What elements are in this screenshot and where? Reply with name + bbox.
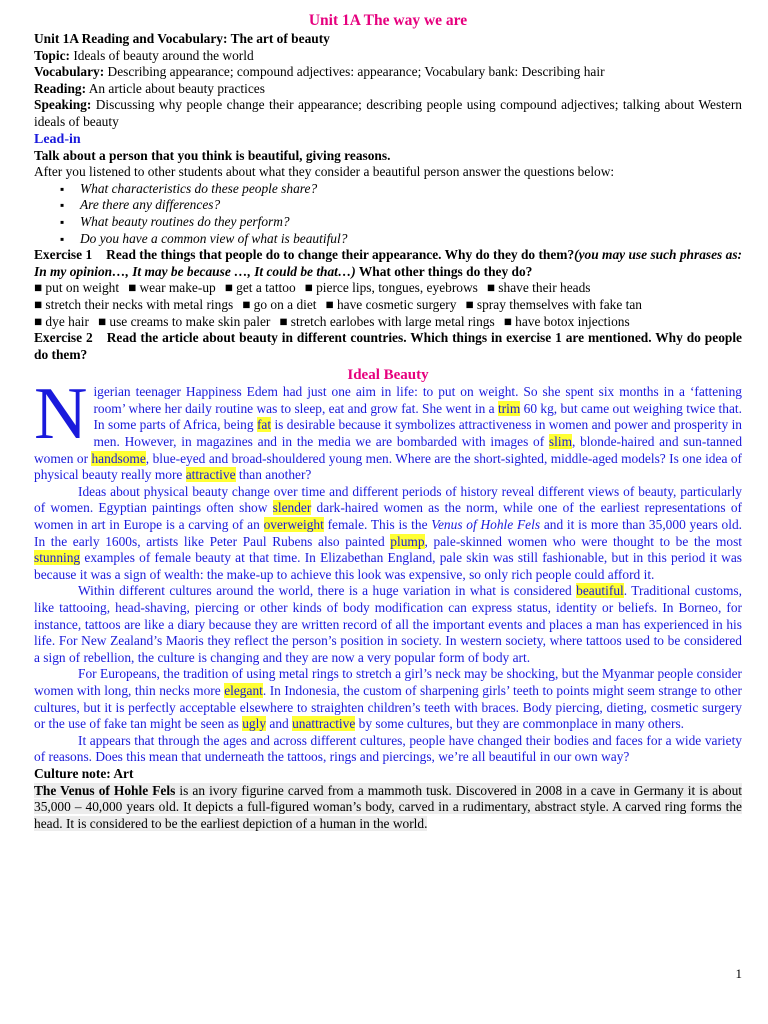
list-item: ■ stretch earlobes with large metal rings (279, 313, 495, 329)
list-item: ▪ What characteristics do these people share? (60, 181, 742, 198)
activity-list (34, 280, 742, 330)
list-item: ▪ What beauty routines do they perform? (60, 214, 742, 231)
list-item: ■ put on weight (34, 280, 120, 296)
meta-topic: Topic: Ideals of beauty around the world (34, 47, 254, 63)
list-item: ■ shave their heads (486, 280, 591, 296)
list-item: ■ stretch their necks with metal rings (34, 296, 234, 312)
activity-row (34, 280, 742, 297)
highlighted-word: unattractive (292, 716, 356, 732)
highlighted-word: slim (548, 434, 572, 450)
activity-row (34, 314, 742, 331)
list-item: ■ spray themselves with fake tan (465, 296, 642, 312)
page-number: 1 (735, 966, 742, 981)
unit-subheading: Unit 1A Reading and Vocabulary: The art of beauty (34, 31, 330, 46)
article-paragraph: Nigerian teenager Happiness Edem had just one aim in life: to put on weight. So she spent six months in a ‘fattening room’ where her daily routine was to sleep, eat and grow fat. She went in a trim 60 kg, but came out weighing twice that. In some parts of Africa, being fat is desirable because it symbolizes attractiveness in women and power and prosperity in men. However, in magazines and in the media we are bombarded with images of slim, blonde-haired and sun-tanned women or handsome, blue-eyed and broad-shouldered young men. Where are the short-sighted, middle-aged models? Is one idea of physical beauty really more attractive than another? (34, 373, 743, 483)
list-item: ■ go on a diet (242, 296, 317, 312)
culture-note-heading: Culture note: Art (34, 765, 134, 781)
exercise-2: Exercise 2 Read the article about beauty in different countries. Which things in exercise 1 are mentioned. Why do people do them? (34, 330, 742, 362)
list-item: ■ have cosmetic surgery (325, 296, 457, 312)
meta-speaking: Speaking: Discussing why people change their appearance; describing people using compound adjectives; talking about Western ideals of beauty (34, 97, 742, 129)
article-paragraph: It appears that through the ages and across different cultures, people have changed their bodies and faces for a wide variety of reasons. Does this mean that underneath the tattoos, rings and piercings, we’re all beautiful in our own way? (34, 732, 742, 765)
highlighted-word: plump (390, 533, 425, 549)
list-item: ■ dye hair (34, 313, 89, 329)
list-item: ■ wear make-up (128, 280, 216, 296)
highlighted-word: elegant (224, 682, 263, 698)
highlighted-word: stunning (34, 550, 81, 566)
exercise-1: Exercise 1 Read the things that people do to change their appearance. Why do they do them?(you may use such phrases as: In my opinion…, It may be because …, It could be that…) What other things do they do? (34, 247, 742, 279)
meta-vocabulary: Vocabulary: Describing appearance; compound adjectives: appearance; Vocabulary bank: Describing hair (34, 64, 605, 80)
list-item: ■ get a tattoo (224, 280, 296, 296)
article-paragraph: Within different cultures around the world, there is a huge variation in what is considered beautiful. Traditional customs, like tattooing, head-shaving, piercing or other kinds of body modification can express status, identity or beliefs. In Borneo, for instance, tattoos are like a diary because they are written record of all the important events and places a man has experienced in his life. For New Zealand’s Maoris they reflect the person’s position in society. In western society, where tattoos used to be considered a sign of rebellion, the culture is changing and they are now a very popular form of body art. (34, 583, 742, 665)
article-title: Ideal Beauty (347, 367, 429, 384)
document-page (34, 12, 742, 832)
highlighted-word: trim (497, 400, 521, 416)
highlighted-word: handsome (91, 450, 146, 466)
highlighted-word: fat (256, 417, 272, 433)
article-paragraph: For Europeans, the tradition of using metal rings to stretch a girl’s neck may be shocking, but the Myanmar people consider women with long, thin necks more elegant. In Indonesia, the custom of sharpening girls’ teeth to points might seem strange to other cultures, but it is perfectly acceptable elsewhere to straighten children’s teeth with braces. Body piercing, dieting, cosmetic surgery or the use of fake tan might be seen as ugly and unattractive by some cultures, but they are commonplace in many others. (34, 666, 742, 732)
activity-row (34, 297, 742, 314)
question-list (34, 181, 742, 247)
lead-in-heading: Lead-in (34, 131, 81, 147)
meta-reading: Reading: An article about beauty practices (34, 80, 265, 96)
lead-in-task: Talk about a person that you think is beautiful, giving reasons. (34, 147, 391, 163)
list-item: ■ pierce lips, tongues, eyebrows (304, 280, 478, 296)
highlighted-word: overweight (263, 517, 324, 533)
list-item: ■ have botox injections (503, 313, 630, 329)
lead-in-instruction: After you listened to other students about what they consider a beautiful person answer the questions below: (34, 164, 615, 180)
list-item: ▪ Do you have a common view of what is beautiful? (60, 231, 742, 248)
highlighted-word: slender (272, 500, 312, 516)
article-paragraph: Ideas about physical beauty change over time and different periods of history reveal different views of beauty, particularly of women. Egyptian paintings often show slender dark-haired women as the norm, while one of the earliest representations of women in art in Europe is a carving of an overweight female. This is the Venus of Hohle Fels and it is more than 35,000 years old. In the early 1600s, artists like Peter Paul Rubens also painted plump, pale-skinned women who were thought to be the most stunning examples of female beauty at that time. In Elizabethan England, pale skin was still fashionable, but in this period it was because it was a sign of wealth: the make-up to achieve this look was expensive, so only rich people could afford it. (34, 483, 743, 582)
drop-cap: N (34, 373, 88, 456)
highlighted-word: beautiful (576, 583, 624, 599)
list-item: ▪ Are there any differences? (60, 197, 742, 214)
highlighted-word: ugly (242, 716, 267, 732)
highlighted-word: attractive (185, 467, 236, 483)
unit-title: Unit 1A The way we are (308, 12, 468, 29)
culture-note-body: The Venus of Hohle Fels is an ivory figurine carved from a mammoth tusk. Discovered in 2008 in a cave in Germany it is about 35,000 – 40,000 years old. It depicts a full-figured woman’s body, carved in a rudimentary, abstract style. A carved ring forms the head. It is considered to be the earliest depiction of a human in the world. (34, 782, 742, 831)
list-item: ■ use creams to make skin paler (97, 313, 271, 329)
